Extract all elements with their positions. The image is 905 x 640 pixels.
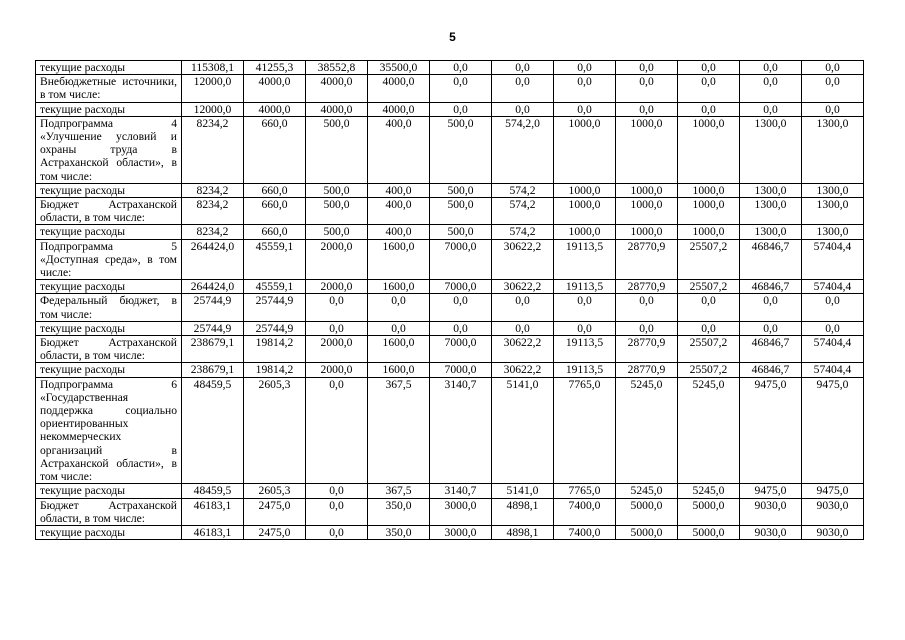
table-cell: 3000,0 <box>430 498 492 525</box>
table-row <box>36 280 864 294</box>
table-cell: 9030,0 <box>802 498 864 525</box>
table-cell: 238679,1 <box>182 363 244 377</box>
table-cell: 574,2,0 <box>492 116 554 183</box>
table-cell: 500,0 <box>306 225 368 239</box>
table-cell: 19113,5 <box>554 239 616 280</box>
table-cell: 19113,5 <box>554 363 616 377</box>
table-cell: 2000,0 <box>306 239 368 280</box>
table-cell: 1000,0 <box>678 198 740 225</box>
table-cell: 4000,0 <box>244 102 306 116</box>
table-row <box>36 183 864 197</box>
table-cell: 0,0 <box>492 294 554 321</box>
table-cell: 115308,1 <box>182 61 244 75</box>
row-label: Бюджет Астраханской области, в том числе: <box>36 498 182 525</box>
table-cell: 45559,1 <box>244 239 306 280</box>
table-cell: 0,0 <box>740 102 802 116</box>
table-cell: 1300,0 <box>740 198 802 225</box>
table-cell: 350,0 <box>368 498 430 525</box>
table-cell: 0,0 <box>306 294 368 321</box>
row-label: Бюджет Астраханской области, в том числе: <box>36 198 182 225</box>
table-cell: 0,0 <box>678 102 740 116</box>
table-cell: 1300,0 <box>740 225 802 239</box>
table-cell: 660,0 <box>244 183 306 197</box>
table-row <box>36 363 864 377</box>
table-cell: 0,0 <box>802 321 864 335</box>
table-cell: 0,0 <box>678 321 740 335</box>
table-row <box>36 61 864 75</box>
table-cell: 367,5 <box>368 484 430 498</box>
table-cell: 9030,0 <box>740 525 802 539</box>
table-cell: 1600,0 <box>368 336 430 363</box>
table-cell: 0,0 <box>740 321 802 335</box>
table-cell: 7400,0 <box>554 498 616 525</box>
table-cell: 2475,0 <box>244 498 306 525</box>
table-cell: 9475,0 <box>740 377 802 484</box>
table-cell: 25744,9 <box>182 321 244 335</box>
table-cell: 0,0 <box>554 61 616 75</box>
table-cell: 46183,1 <box>182 525 244 539</box>
table-cell: 0,0 <box>616 61 678 75</box>
table-cell: 19814,2 <box>244 363 306 377</box>
table-cell: 5000,0 <box>678 525 740 539</box>
table-cell: 3140,7 <box>430 484 492 498</box>
table-cell: 41255,3 <box>244 61 306 75</box>
row-label: текущие расходы <box>36 225 182 239</box>
table-cell: 0,0 <box>740 75 802 102</box>
table-cell: 0,0 <box>802 75 864 102</box>
table-row <box>36 321 864 335</box>
table-cell: 0,0 <box>678 75 740 102</box>
table-cell: 0,0 <box>306 321 368 335</box>
table-cell: 0,0 <box>802 102 864 116</box>
row-label: Подпрограмма 6 «Государственная поддержка социально ориентированных некоммерческих организаций в Астраханской области», в том числе: <box>36 377 182 484</box>
table-cell: 9030,0 <box>802 525 864 539</box>
table-cell: 25507,2 <box>678 280 740 294</box>
table-cell: 57404,4 <box>802 280 864 294</box>
table-cell: 1000,0 <box>616 225 678 239</box>
table-cell: 264424,0 <box>182 239 244 280</box>
table-cell: 4000,0 <box>368 75 430 102</box>
table-cell: 5000,0 <box>616 525 678 539</box>
table-cell: 0,0 <box>554 321 616 335</box>
table-cell: 28770,9 <box>616 239 678 280</box>
table-cell: 1300,0 <box>802 183 864 197</box>
table-cell: 12000,0 <box>182 75 244 102</box>
table-cell: 8234,2 <box>182 225 244 239</box>
table-cell: 0,0 <box>616 321 678 335</box>
table-cell: 46846,7 <box>740 336 802 363</box>
table-cell: 48459,5 <box>182 484 244 498</box>
table-cell: 4000,0 <box>306 102 368 116</box>
table-cell: 0,0 <box>430 75 492 102</box>
table-cell: 25507,2 <box>678 336 740 363</box>
row-label: Подпрограмма 5 «Доступная среда», в том числе: <box>36 239 182 280</box>
table-cell: 400,0 <box>368 183 430 197</box>
table-cell: 660,0 <box>244 198 306 225</box>
table-cell: 25507,2 <box>678 239 740 280</box>
table-cell: 0,0 <box>554 102 616 116</box>
table-cell: 5141,0 <box>492 484 554 498</box>
table-cell: 25744,9 <box>182 294 244 321</box>
table-cell: 25744,9 <box>244 321 306 335</box>
table-cell: 0,0 <box>740 61 802 75</box>
table-cell: 660,0 <box>244 225 306 239</box>
table-cell: 0,0 <box>306 484 368 498</box>
table-cell: 9475,0 <box>802 377 864 484</box>
table-cell: 2605,3 <box>244 377 306 484</box>
table-cell: 1300,0 <box>740 116 802 183</box>
table-cell: 367,5 <box>368 377 430 484</box>
table-row <box>36 336 864 363</box>
table-row <box>36 116 864 183</box>
table-cell: 1000,0 <box>554 225 616 239</box>
table-cell: 574,2 <box>492 225 554 239</box>
table-cell: 1000,0 <box>554 198 616 225</box>
table-cell: 9030,0 <box>740 498 802 525</box>
table-cell: 7000,0 <box>430 336 492 363</box>
table-cell: 30622,2 <box>492 336 554 363</box>
table-cell: 1300,0 <box>802 225 864 239</box>
table-cell: 264424,0 <box>182 280 244 294</box>
table-cell: 350,0 <box>368 525 430 539</box>
table-row <box>36 75 864 102</box>
table-cell: 35500,0 <box>368 61 430 75</box>
table-cell: 500,0 <box>430 116 492 183</box>
table-row <box>36 239 864 280</box>
table-row <box>36 484 864 498</box>
row-label: текущие расходы <box>36 183 182 197</box>
row-label: Бюджет Астраханской области, в том числе: <box>36 336 182 363</box>
table-cell: 1600,0 <box>368 239 430 280</box>
table-cell: 7765,0 <box>554 484 616 498</box>
table-cell: 5245,0 <box>616 377 678 484</box>
table-cell: 500,0 <box>306 198 368 225</box>
table-cell: 46846,7 <box>740 280 802 294</box>
table-cell: 30622,2 <box>492 239 554 280</box>
table-cell: 400,0 <box>368 198 430 225</box>
row-label: текущие расходы <box>36 525 182 539</box>
table-cell: 574,2 <box>492 183 554 197</box>
table-cell: 4000,0 <box>306 75 368 102</box>
table-cell: 46183,1 <box>182 498 244 525</box>
table-cell: 0,0 <box>368 294 430 321</box>
table-row <box>36 377 864 484</box>
table-cell: 0,0 <box>616 294 678 321</box>
table-cell: 7000,0 <box>430 280 492 294</box>
table-cell: 500,0 <box>430 183 492 197</box>
table-cell: 57404,4 <box>802 336 864 363</box>
table-cell: 1600,0 <box>368 363 430 377</box>
table-cell: 400,0 <box>368 225 430 239</box>
table-cell: 19814,2 <box>244 336 306 363</box>
table-cell: 574,2 <box>492 198 554 225</box>
table-cell: 500,0 <box>306 116 368 183</box>
table-cell: 48459,5 <box>182 377 244 484</box>
table-cell: 0,0 <box>616 102 678 116</box>
table-cell: 400,0 <box>368 116 430 183</box>
table-cell: 5245,0 <box>678 484 740 498</box>
table-cell: 1000,0 <box>554 116 616 183</box>
table-cell: 25744,9 <box>244 294 306 321</box>
table-cell: 1300,0 <box>802 116 864 183</box>
table-cell: 0,0 <box>430 102 492 116</box>
table-cell: 28770,9 <box>616 336 678 363</box>
row-label: текущие расходы <box>36 61 182 75</box>
table-cell: 25507,2 <box>678 363 740 377</box>
table-cell: 4000,0 <box>244 75 306 102</box>
table-cell: 1600,0 <box>368 280 430 294</box>
table-cell: 8234,2 <box>182 116 244 183</box>
table-cell: 1000,0 <box>616 116 678 183</box>
table-cell: 0,0 <box>678 294 740 321</box>
table-cell: 0,0 <box>368 321 430 335</box>
table-cell: 0,0 <box>306 498 368 525</box>
table-cell: 0,0 <box>802 294 864 321</box>
row-label: Внебюджетные источники, в том числе: <box>36 75 182 102</box>
table-cell: 1300,0 <box>740 183 802 197</box>
table-cell: 7400,0 <box>554 525 616 539</box>
table-body <box>36 61 864 540</box>
table-cell: 0,0 <box>492 321 554 335</box>
table-cell: 19113,5 <box>554 336 616 363</box>
table-cell: 4000,0 <box>368 102 430 116</box>
table-cell: 7765,0 <box>554 377 616 484</box>
table-cell: 500,0 <box>430 225 492 239</box>
table-cell: 5245,0 <box>616 484 678 498</box>
table-cell: 3140,7 <box>430 377 492 484</box>
table-cell: 5000,0 <box>678 498 740 525</box>
table-cell: 30622,2 <box>492 280 554 294</box>
table-cell: 30622,2 <box>492 363 554 377</box>
table-cell: 0,0 <box>306 377 368 484</box>
table-cell: 1000,0 <box>554 183 616 197</box>
table-cell: 1000,0 <box>678 183 740 197</box>
table-cell: 7000,0 <box>430 363 492 377</box>
table-cell: 19113,5 <box>554 280 616 294</box>
row-label: текущие расходы <box>36 484 182 498</box>
table-cell: 8234,2 <box>182 198 244 225</box>
table-cell: 0,0 <box>430 61 492 75</box>
table-cell: 0,0 <box>492 61 554 75</box>
table-cell: 2000,0 <box>306 336 368 363</box>
table-cell: 5000,0 <box>616 498 678 525</box>
table-cell: 0,0 <box>306 525 368 539</box>
table-cell: 3000,0 <box>430 525 492 539</box>
page-number: 5 <box>449 30 456 44</box>
row-label: текущие расходы <box>36 280 182 294</box>
table-cell: 9475,0 <box>740 484 802 498</box>
table-cell: 1000,0 <box>678 225 740 239</box>
table-cell: 28770,9 <box>616 363 678 377</box>
table-cell: 0,0 <box>802 61 864 75</box>
table-cell: 4898,1 <box>492 498 554 525</box>
table-cell: 1000,0 <box>678 116 740 183</box>
table-cell: 500,0 <box>430 198 492 225</box>
table-cell: 0,0 <box>616 75 678 102</box>
table-cell: 238679,1 <box>182 336 244 363</box>
row-label: текущие расходы <box>36 363 182 377</box>
table-cell: 1000,0 <box>616 198 678 225</box>
table-cell: 57404,4 <box>802 363 864 377</box>
table-cell: 45559,1 <box>244 280 306 294</box>
table-cell: 9475,0 <box>802 484 864 498</box>
table-cell: 0,0 <box>492 102 554 116</box>
table-row <box>36 102 864 116</box>
table-cell: 0,0 <box>554 75 616 102</box>
table-cell: 0,0 <box>430 294 492 321</box>
table-cell: 660,0 <box>244 116 306 183</box>
table-cell: 4898,1 <box>492 525 554 539</box>
table-cell: 0,0 <box>492 75 554 102</box>
table-row <box>36 498 864 525</box>
row-label: текущие расходы <box>36 321 182 335</box>
table-cell: 2000,0 <box>306 280 368 294</box>
table-row <box>36 294 864 321</box>
table-cell: 46846,7 <box>740 239 802 280</box>
table-cell: 0,0 <box>678 61 740 75</box>
row-label: Подпрограмма 4 «Улучшение условий и охраны труда в Астраханской области», в том числе: <box>36 116 182 183</box>
table-cell: 7000,0 <box>430 239 492 280</box>
table-row <box>36 525 864 539</box>
table-row <box>36 198 864 225</box>
table-cell: 500,0 <box>306 183 368 197</box>
table-cell: 2000,0 <box>306 363 368 377</box>
table-cell: 57404,4 <box>802 239 864 280</box>
table-cell: 0,0 <box>740 294 802 321</box>
table-cell: 1000,0 <box>616 183 678 197</box>
table-cell: 2475,0 <box>244 525 306 539</box>
table-cell: 5245,0 <box>678 377 740 484</box>
table-cell: 8234,2 <box>182 183 244 197</box>
table-cell: 12000,0 <box>182 102 244 116</box>
table-cell: 28770,9 <box>616 280 678 294</box>
row-label: Федеральный бюджет, в том числе: <box>36 294 182 321</box>
table-cell: 2605,3 <box>244 484 306 498</box>
table-cell: 46846,7 <box>740 363 802 377</box>
table-cell: 1300,0 <box>802 198 864 225</box>
table-cell: 0,0 <box>430 321 492 335</box>
table-cell: 0,0 <box>554 294 616 321</box>
table-cell: 5141,0 <box>492 377 554 484</box>
table-row <box>36 225 864 239</box>
row-label: текущие расходы <box>36 102 182 116</box>
table-cell: 38552,8 <box>306 61 368 75</box>
budget-table <box>35 60 864 540</box>
